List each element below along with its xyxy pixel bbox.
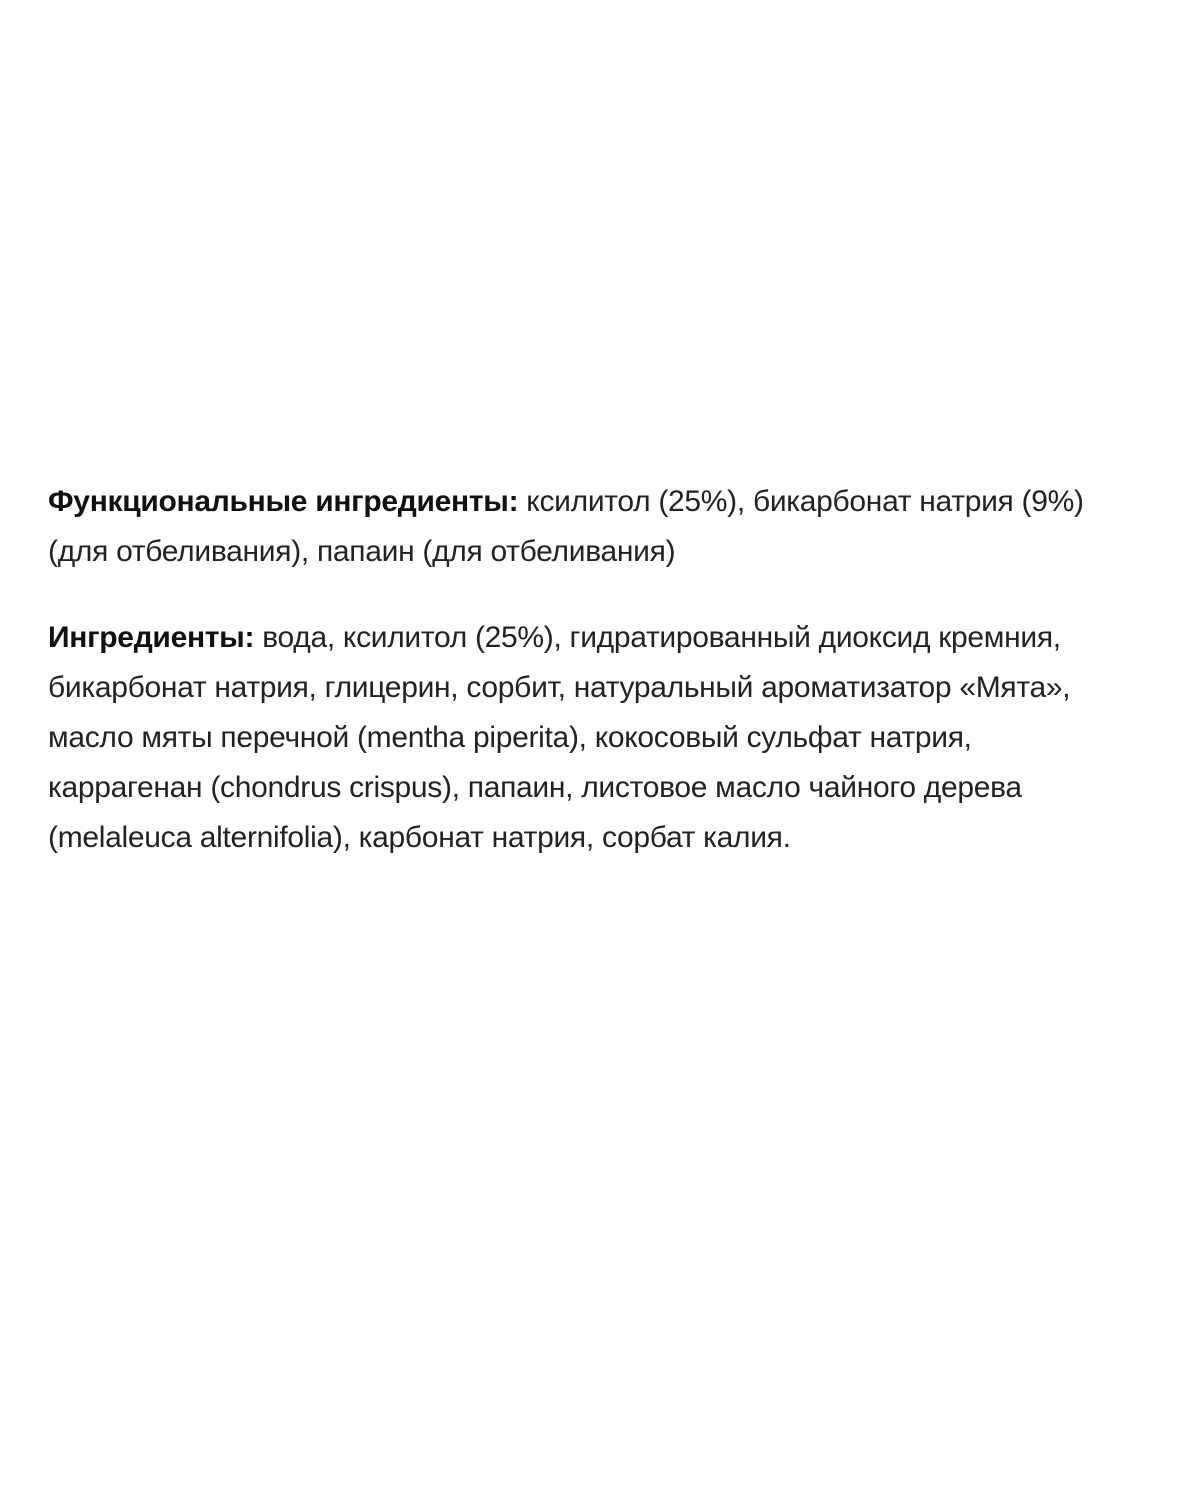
ingredients-label: Ингредиенты: [48,621,255,654]
ingredients-section [48,477,1088,863]
ingredients-text: вода, ксилитол (25%), гидратированный диоксид кремния, бикарбонат натрия, глицерин, сорбит, натуральный ароматизатор «Мята», масло мяты перечной (mentha piperita), кокосовый сульфат натрия, каррагенан (chondrus crispus), папаин, листовое масло чайного дерева (melaleuca alternifolia), карбонат натрия, сорбат калия. [48,621,1071,854]
functional-ingredients-text: ксилитол (25%), бикарбонат натрия (9%) (для отбеливания), папаин (для отбеливания) [48,485,1084,568]
ingredients-paragraph [48,613,1088,863]
functional-ingredients-label: Функциональные ингредиенты: [48,485,519,518]
functional-ingredients-paragraph [48,477,1088,577]
